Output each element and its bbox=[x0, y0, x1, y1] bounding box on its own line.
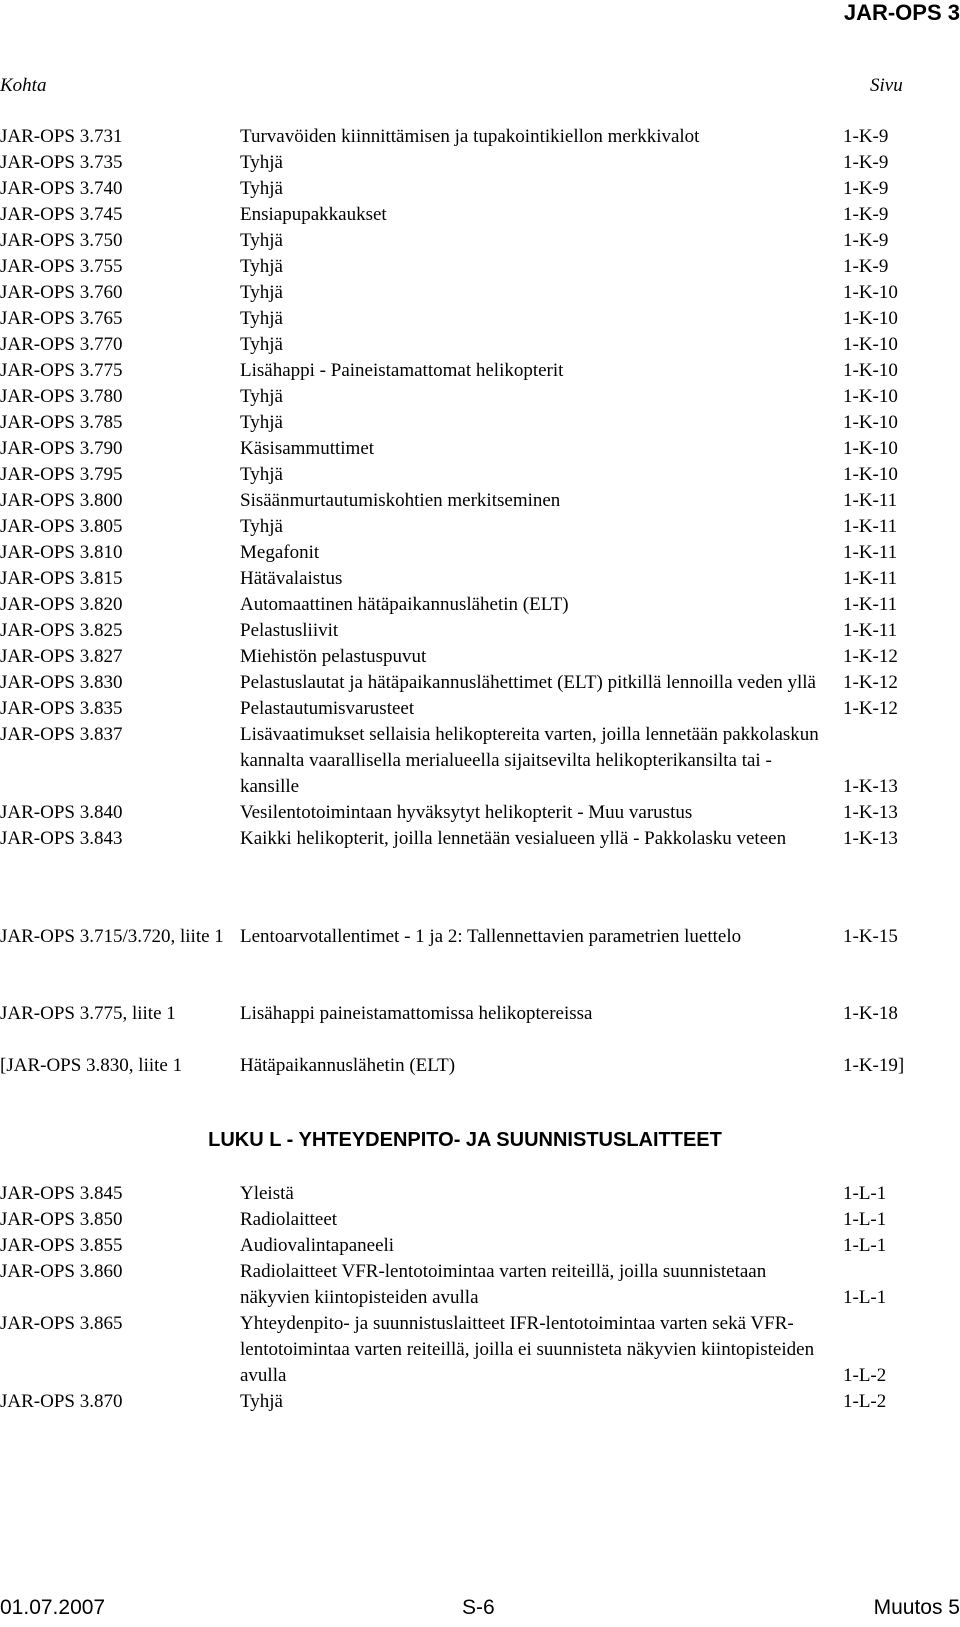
toc-row bbox=[0, 722, 960, 800]
toc-page: 1-K-10 bbox=[843, 438, 898, 459]
toc-code: JAR-OPS 3.830 bbox=[0, 672, 123, 693]
column-heading-sivu: Sivu bbox=[870, 75, 903, 96]
toc-code: JAR-OPS 3.837 bbox=[0, 724, 123, 745]
toc-code: JAR-OPS 3.790 bbox=[0, 438, 123, 459]
toc-code: JAR-OPS 3.731 bbox=[0, 126, 123, 147]
toc-title: Tyhjä bbox=[240, 334, 283, 355]
toc-code: JAR-OPS 3.845 bbox=[0, 1183, 123, 1204]
toc-title: Radiolaitteet bbox=[240, 1209, 338, 1230]
toc-page: 1-K-10 bbox=[843, 282, 898, 303]
toc-page: 1-K-15 bbox=[843, 926, 898, 947]
toc-page: 1-K-11 bbox=[843, 568, 898, 589]
toc-code: JAR-OPS 3.855 bbox=[0, 1235, 123, 1256]
toc-row bbox=[0, 150, 960, 176]
toc-title: Tyhjä bbox=[240, 178, 283, 199]
toc-code: JAR-OPS 3.860 bbox=[0, 1261, 123, 1282]
toc-page: 1-L-1 bbox=[843, 1287, 887, 1308]
toc-code: JAR-OPS 3.775 bbox=[0, 360, 123, 381]
toc-code: [JAR-OPS 3.830, liite 1 bbox=[0, 1055, 183, 1076]
toc-code: JAR-OPS 3.843 bbox=[0, 828, 123, 849]
toc-code: JAR-OPS 3.750 bbox=[0, 230, 123, 251]
toc-page: 1-K-9 bbox=[843, 230, 889, 251]
toc-title: Tyhjä bbox=[240, 1391, 283, 1412]
toc-appendix-2 bbox=[0, 1001, 960, 1027]
toc-title: Lentoarvotallentimet - 1 ja 2: Tallennettavien parametrien luettelo bbox=[240, 926, 742, 947]
toc-title: Hätävalaistus bbox=[240, 568, 343, 589]
toc-code: JAR-OPS 3.825 bbox=[0, 620, 123, 641]
toc-page: 1-K-12 bbox=[843, 698, 898, 719]
toc-title: Vesilentotoimintaan hyväksytyt helikopterit - Muu varustus bbox=[240, 802, 693, 823]
toc-title: Yhteydenpito- ja suunnistuslaitteet IFR-lentotoimintaa varten sekä VFR-lentotoimintaa varten reiteillä, joilla ei suunnisteta näkyvien kiintopisteiden avulla bbox=[240, 1313, 815, 1386]
toc-title: Turvavöiden kiinnittämisen ja tupakointikiellon merkkivalot bbox=[240, 126, 700, 147]
toc-page: 1-L-2 bbox=[843, 1365, 887, 1386]
footer-revision: Muutos 5 bbox=[873, 1596, 960, 1619]
toc-title: Pelastusliivit bbox=[240, 620, 339, 641]
toc-page: 1-L-1 bbox=[843, 1209, 887, 1230]
toc-list-k bbox=[0, 124, 960, 852]
toc-page: 1-K-10 bbox=[843, 386, 898, 407]
toc-page: 1-K-11 bbox=[843, 516, 898, 537]
toc-row bbox=[0, 488, 960, 514]
toc-row bbox=[0, 358, 960, 384]
toc-code: JAR-OPS 3.827 bbox=[0, 646, 123, 667]
toc-code: JAR-OPS 3.795 bbox=[0, 464, 123, 485]
toc-row bbox=[0, 618, 960, 644]
toc-row bbox=[0, 1389, 960, 1415]
footer-date: 01.07.2007 bbox=[0, 1596, 106, 1619]
toc-page: 1-L-2 bbox=[843, 1391, 887, 1412]
toc-page: 1-K-10 bbox=[843, 308, 898, 329]
toc-row bbox=[0, 696, 960, 722]
toc-row bbox=[0, 1181, 960, 1207]
toc-row bbox=[0, 592, 960, 618]
toc-row bbox=[0, 826, 960, 852]
toc-code: JAR-OPS 3.870 bbox=[0, 1391, 123, 1412]
toc-code: JAR-OPS 3.715/3.720, liite 1 bbox=[0, 926, 224, 947]
toc-code: JAR-OPS 3.780 bbox=[0, 386, 123, 407]
toc-code: JAR-OPS 3.810 bbox=[0, 542, 123, 563]
toc-title: Lisähappi - Paineistamattomat helikopterit bbox=[240, 360, 564, 381]
toc-title: Ensiapupakkaukset bbox=[240, 204, 387, 225]
toc-row bbox=[0, 644, 960, 670]
toc-page: 1-K-13 bbox=[843, 828, 898, 849]
toc-row bbox=[0, 436, 960, 462]
toc-title: Tyhjä bbox=[240, 282, 283, 303]
toc-code: JAR-OPS 3.770 bbox=[0, 334, 123, 355]
toc-row bbox=[0, 1259, 960, 1311]
toc-row bbox=[0, 514, 960, 540]
toc-title: Tyhjä bbox=[240, 412, 283, 433]
document-header-title: JAR-OPS 3 bbox=[843, 0, 960, 25]
toc-page: 1-K-12 bbox=[843, 646, 898, 667]
toc-page: 1-K-10 bbox=[843, 412, 898, 433]
toc-title: Lisähappi paineistamattomissa helikoptereissa bbox=[240, 1003, 593, 1024]
toc-row-appendix bbox=[0, 1001, 960, 1027]
toc-title: Tyhjä bbox=[240, 256, 283, 277]
toc-appendix-1 bbox=[0, 924, 960, 950]
toc-page: 1-K-11 bbox=[843, 490, 898, 511]
toc-row bbox=[0, 462, 960, 488]
toc-page: 1-K-10 bbox=[843, 360, 898, 381]
toc-page: 1-K-9 bbox=[843, 256, 889, 277]
toc-code: JAR-OPS 3.785 bbox=[0, 412, 123, 433]
toc-title: Megafonit bbox=[240, 542, 320, 563]
toc-page: 1-K-13 bbox=[843, 802, 898, 823]
toc-title: Lisävaatimukset sellaisia helikoptereita varten, joilla lennetään pakkolaskun kannalta vaarallisella merialueella sijaitsevilta helikopterikansilta tai -kansille bbox=[240, 724, 819, 797]
toc-title: Tyhjä bbox=[240, 308, 283, 329]
toc-title: Sisäänmurtautumiskohtien merkitseminen bbox=[240, 490, 561, 511]
toc-page: 1-K-10 bbox=[843, 464, 898, 485]
toc-row bbox=[0, 800, 960, 826]
toc-page: 1-K-19] bbox=[843, 1055, 905, 1076]
page-footer bbox=[0, 1595, 960, 1627]
toc-title: Tyhjä bbox=[240, 386, 283, 407]
toc-code: JAR-OPS 3.735 bbox=[0, 152, 123, 173]
toc-row bbox=[0, 254, 960, 280]
toc-row bbox=[0, 332, 960, 358]
toc-code: JAR-OPS 3.745 bbox=[0, 204, 123, 225]
toc-code: JAR-OPS 3.805 bbox=[0, 516, 123, 537]
toc-appendix-3 bbox=[0, 1053, 960, 1079]
toc-page: 1-K-12 bbox=[843, 672, 898, 693]
toc-code: JAR-OPS 3.815 bbox=[0, 568, 123, 589]
toc-code: JAR-OPS 3.850 bbox=[0, 1209, 123, 1230]
toc-page: 1-K-18 bbox=[843, 1003, 898, 1024]
toc-row bbox=[0, 566, 960, 592]
footer-page-number: S-6 bbox=[462, 1596, 495, 1619]
toc-page: 1-K-10 bbox=[843, 334, 898, 355]
toc-row bbox=[0, 670, 960, 696]
toc-page: 1-K-13 bbox=[843, 776, 898, 797]
toc-row bbox=[0, 540, 960, 566]
toc-code: JAR-OPS 3.765 bbox=[0, 308, 123, 329]
toc-row bbox=[0, 410, 960, 436]
toc-row-appendix bbox=[0, 924, 960, 950]
toc-page: 1-K-11 bbox=[843, 542, 898, 563]
toc-title: Audiovalintapaneeli bbox=[240, 1235, 395, 1256]
toc-row bbox=[0, 306, 960, 332]
toc-code: JAR-OPS 3.835 bbox=[0, 698, 123, 719]
toc-code: JAR-OPS 3.800 bbox=[0, 490, 123, 511]
toc-code: JAR-OPS 3.740 bbox=[0, 178, 123, 199]
toc-list-l bbox=[0, 1181, 960, 1415]
toc-code: JAR-OPS 3.865 bbox=[0, 1313, 123, 1334]
toc-title: Käsisammuttimet bbox=[240, 438, 375, 459]
toc-title: Automaattinen hätäpaikannuslähetin (ELT) bbox=[240, 594, 569, 615]
toc-title: Kaikki helikopterit, joilla lennetään vesialueen yllä - Pakkolasku veteen bbox=[240, 828, 787, 849]
toc-title: Miehistön pelastuspuvut bbox=[240, 646, 427, 667]
toc-title: Hätäpaikannuslähetin (ELT) bbox=[240, 1055, 456, 1076]
toc-code: JAR-OPS 3.840 bbox=[0, 802, 123, 823]
toc-page: 1-K-9 bbox=[843, 126, 889, 147]
toc-title: Tyhjä bbox=[240, 152, 283, 173]
toc-title: Tyhjä bbox=[240, 516, 283, 537]
toc-row bbox=[0, 1233, 960, 1259]
toc-title: Pelastautumisvarusteet bbox=[240, 698, 415, 719]
toc-code: JAR-OPS 3.755 bbox=[0, 256, 123, 277]
toc-title: Radiolaitteet VFR-lentotoimintaa varten reiteillä, joilla suunnistetaan näkyvien kiintopisteiden avulla bbox=[240, 1261, 767, 1308]
toc-page: 1-K-9 bbox=[843, 152, 889, 173]
toc-code: JAR-OPS 3.775, liite 1 bbox=[0, 1003, 176, 1024]
section-title-luku-l: LUKU L - YHTEYDENPITO- JA SUUNNISTUSLAITTEET bbox=[208, 1129, 722, 1151]
toc-row bbox=[0, 384, 960, 410]
toc-row bbox=[0, 202, 960, 228]
column-heading-kohta: Kohta bbox=[0, 75, 47, 96]
toc-code: JAR-OPS 3.820 bbox=[0, 594, 123, 615]
toc-code: JAR-OPS 3.760 bbox=[0, 282, 123, 303]
toc-title: Tyhjä bbox=[240, 230, 283, 251]
toc-page: 1-K-9 bbox=[843, 178, 889, 199]
toc-page: 1-K-11 bbox=[843, 594, 898, 615]
toc-row bbox=[0, 176, 960, 202]
toc-row bbox=[0, 1207, 960, 1233]
toc-row bbox=[0, 228, 960, 254]
toc-page: 1-K-9 bbox=[843, 204, 889, 225]
toc-row bbox=[0, 1311, 960, 1389]
toc-row bbox=[0, 280, 960, 306]
toc-page: 1-L-1 bbox=[843, 1183, 887, 1204]
toc-row-appendix bbox=[0, 1053, 960, 1079]
toc-page: 1-L-1 bbox=[843, 1235, 887, 1256]
toc-title: Pelastuslautat ja hätäpaikannuslähettimet (ELT) pitkillä lennoilla veden yllä bbox=[240, 672, 816, 693]
toc-page: 1-K-11 bbox=[843, 620, 898, 641]
toc-row bbox=[0, 124, 960, 150]
toc-title: Yleistä bbox=[240, 1183, 294, 1204]
toc-title: Tyhjä bbox=[240, 464, 283, 485]
